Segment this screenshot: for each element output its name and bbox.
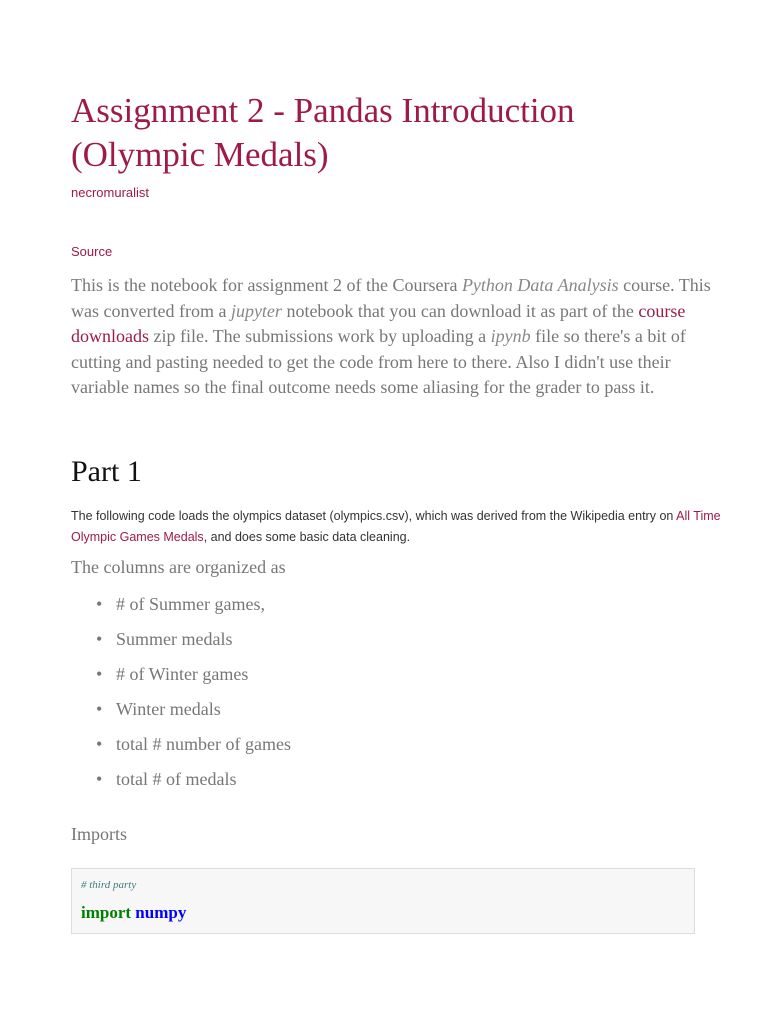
intro-text: file so there's a bit of cutting and pasting needed to get the code from here to there. Also I didn't use their variable names so the final outcome needs some aliasing for the grader to pass it. — [71, 326, 686, 397]
list-item: • total # of medals — [96, 767, 291, 802]
part-heading: Part 1 — [71, 455, 142, 488]
source-link[interactable]: Source — [71, 244, 113, 259]
part-desc-text: , and does some basic data cleaning. — [203, 530, 411, 544]
list-item: • # of Summer games, — [96, 592, 291, 627]
list-item: • # of Winter games — [96, 662, 291, 697]
imports-label: Imports — [71, 824, 127, 844]
ipynb-term: ipynb — [490, 326, 531, 346]
intro-text: notebook that you can download it as part of the — [281, 300, 639, 321]
code-block[interactable] — [71, 868, 695, 934]
page-title: Assignment 2 - Pandas Introduction (Olympic Medals) — [71, 91, 575, 174]
list-item: • Summer medals — [96, 627, 291, 662]
part-description — [71, 506, 731, 548]
part-desc-text: The following code loads the olympics dataset (olympics.csv), which was derived from the Wikipedia entry on — [71, 509, 677, 523]
code-comment: # third party — [81, 879, 137, 891]
intro-paragraph — [71, 273, 711, 401]
columns-list — [96, 592, 291, 802]
intro-text: This is the notebook for assignment 2 of the Coursera — [71, 275, 462, 295]
intro-text: zip file. The submissions work by uploading a — [149, 326, 491, 346]
olympic-medals-link[interactable]: All Time Olympic Games Medals — [71, 509, 721, 544]
code-line — [81, 903, 186, 923]
course-name: Python Data Analysis — [461, 275, 619, 295]
code-keyword: import — [81, 903, 132, 922]
course-downloads-link[interactable]: course downloads — [71, 300, 686, 346]
jupyter-term: jupyter — [230, 300, 282, 321]
columns-intro: The columns are organized as — [71, 557, 286, 577]
code-module: numpy — [135, 903, 187, 922]
author-name: necromuralist — [71, 185, 150, 200]
list-item: • total # number of games — [96, 732, 291, 767]
list-item: • Winter medals — [96, 697, 291, 732]
intro-text: course. This was converted from a — [71, 275, 711, 321]
